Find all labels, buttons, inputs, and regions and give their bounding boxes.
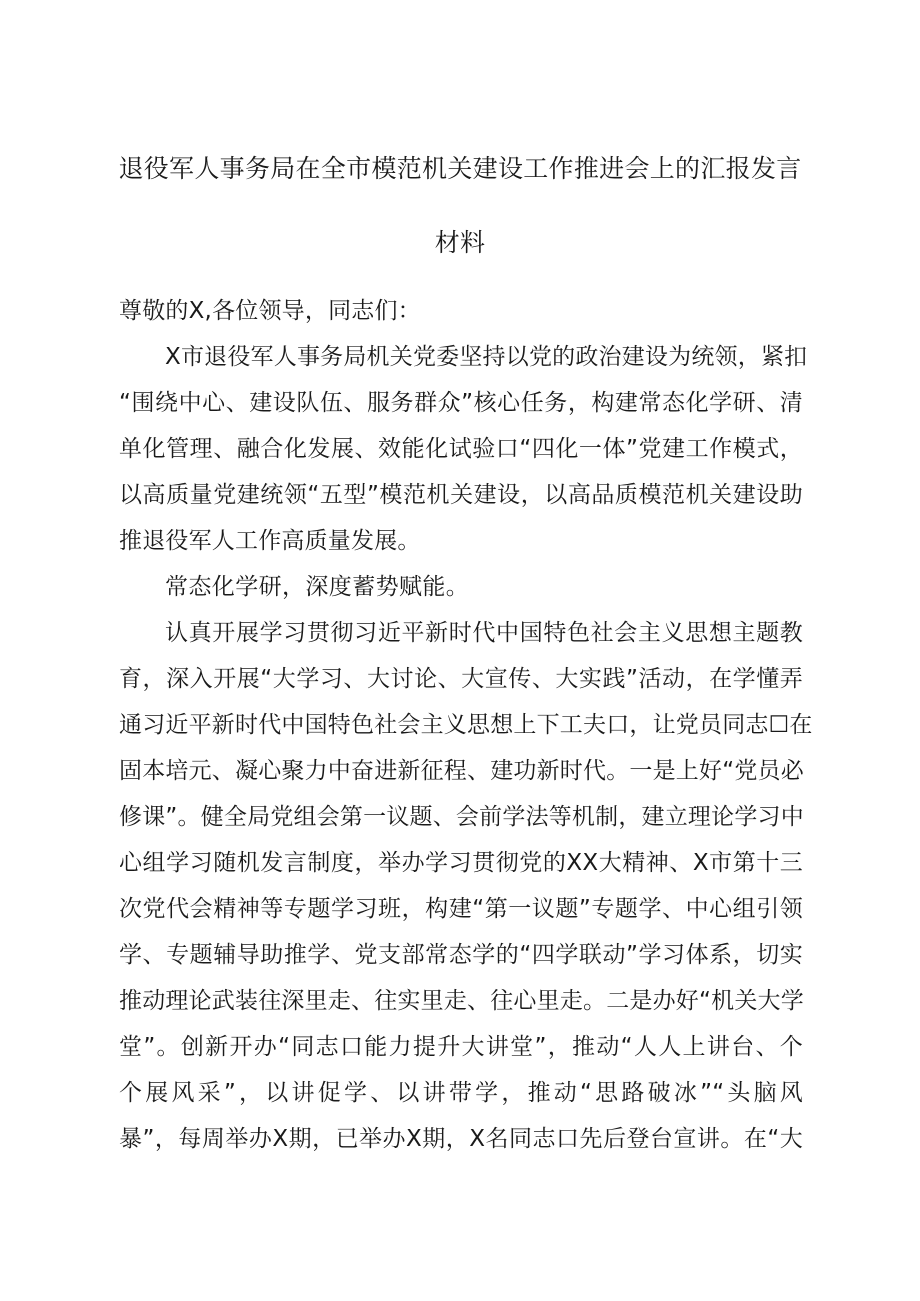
body-line: 认真开展学习贯彻习近平新时代中国特色社会主义思想主题教 (165, 620, 803, 646)
document-title-line-1: 退役军人事务局在全市模范机关建设工作推进会上的汇报发言 (118, 154, 802, 183)
body-line: 固本培元、凝心聚力中奋进新征程、建功新时代。一是上好“党员必 (119, 758, 804, 784)
intro-line: “围绕中心、建设队伍、服务群众”核心任务，构建常态化学研、清 (119, 390, 803, 416)
salutation: 尊敬的X,各位领导，同志们： (119, 298, 421, 324)
intro-line: 单化管理、融合化发展、效能化试验口“四化一体”党建工作模式， (119, 436, 803, 462)
intro-line: X市退役军人事务局机关党委坚持以党的政治建设为统领，紧扣 (165, 344, 808, 370)
body-line: 个展风采”，以讲促学、以讲带学，推动“思路破冰”“头脑风 (119, 1080, 803, 1106)
body-line: 堂”。创新开办“同志口能力提升大讲堂”，推动“人人上讲台、个 (119, 1034, 803, 1060)
intro-line: 推退役军人工作高质量发展。 (119, 528, 421, 554)
body-line: 学、专题辅导助推学、党支部常态学的“四学联动”学习体系，切实 (119, 942, 803, 968)
body-line: 推动理论武装往深里走、往实里走、往心里走。二是办好“机关大学 (119, 988, 804, 1014)
body-line: 次党代会精神等专题学习班，构建“第一议题”专题学、中心组引领 (119, 896, 803, 922)
body-line: 心组学习随机发言制度，举办学习贯彻党的XX大精神、X市第十三 (119, 850, 803, 876)
body-line: 通习近平新时代中国特色社会主义思想上下工夫口，让党员同志☐在 (119, 712, 813, 738)
body-line: 暴”，每周举办X期，已举办X期，X名同志口先后登台宣讲。在“大 (119, 1126, 803, 1152)
body-line: 育，深入开展“大学习、大讨论、大宣传、大实践”活动，在学懂弄 (119, 666, 803, 692)
intro-line: 以高质量党建统领“五型”模范机关建设，以高品质模范机关建设助 (119, 482, 803, 508)
section-heading: 常态化学研，深度蓄势赋能。 (165, 574, 470, 600)
body-line: 修课”。健全局党组会第一议题、会前学法等机制，建立理论学习中 (119, 804, 804, 830)
document-title-line-2: 材料 (434, 228, 486, 257)
